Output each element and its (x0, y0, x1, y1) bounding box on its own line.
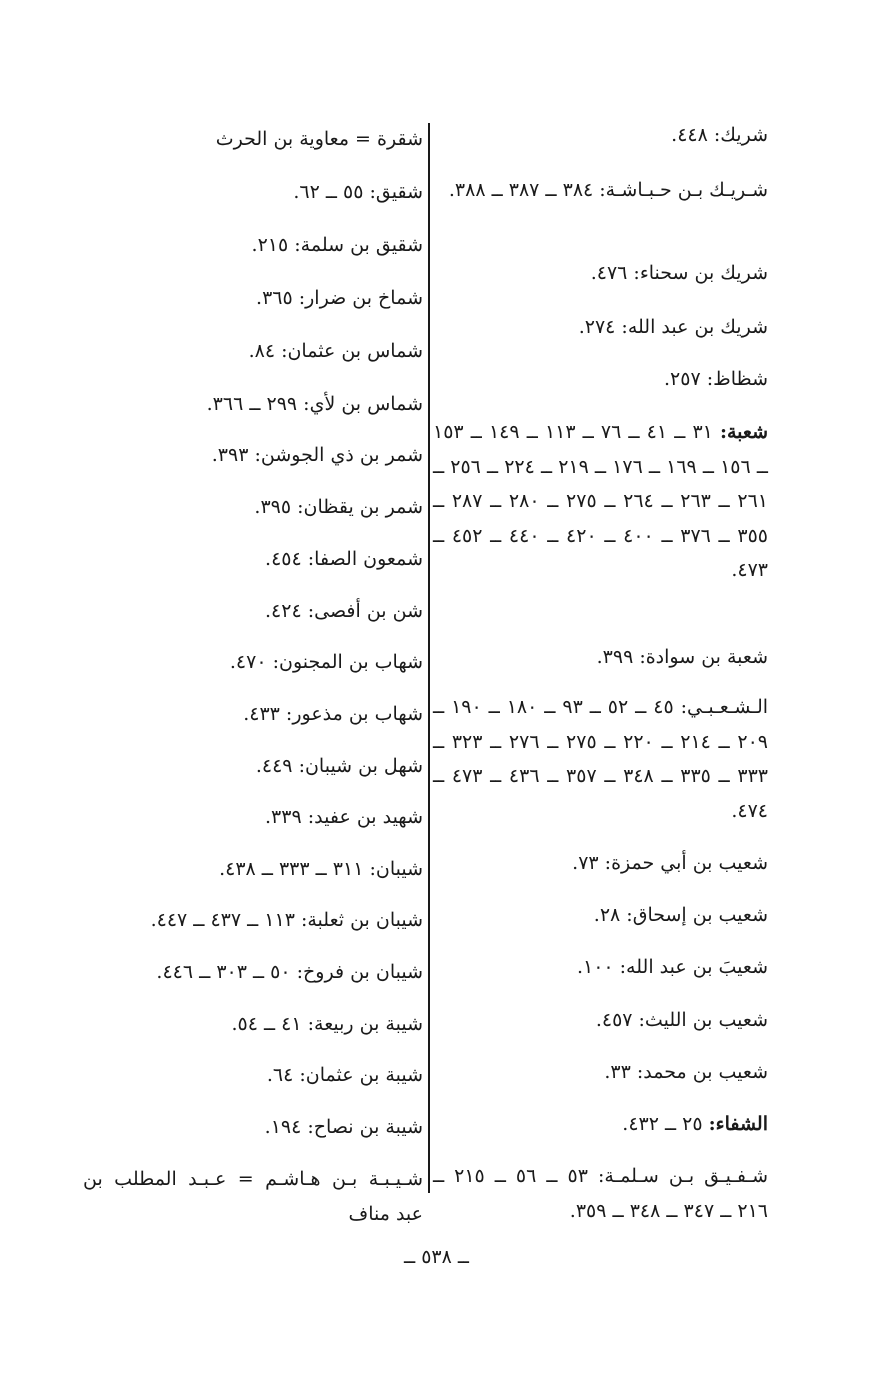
entry-page-refs: ٤٧٠. (229, 651, 267, 673)
entry-name: الشفاء: (708, 1113, 768, 1135)
entry-name: شعيب بن الليث: (638, 1009, 768, 1031)
index-entry (83, 852, 423, 887)
entry-page-refs: ٢١٥. (251, 234, 289, 256)
index-entry (83, 697, 423, 732)
index-entry (83, 1162, 423, 1231)
entry-page-refs: ٤١ ــ ٥٤. (231, 1013, 302, 1035)
index-entry (433, 118, 768, 153)
entry-name: شهاب بن المجنون: (272, 651, 423, 673)
index-entry (83, 122, 423, 157)
entry-name: شهاب بن مذعور: (285, 703, 423, 725)
index-entry (433, 310, 768, 345)
entry-page-refs: ٥٥ ــ ٦٢. (293, 181, 364, 203)
entry-page-refs: ٤٧٦. (590, 262, 628, 284)
index-entry (83, 903, 423, 938)
entry-page-refs: ٤٥٤. (265, 548, 302, 570)
index-entry (83, 800, 423, 835)
entry-page-refs: ٣١١ ــ ٣٣٣ ــ ٤٣٨. (219, 858, 364, 880)
index-entry (83, 542, 423, 577)
entry-name: شقيق بن سلمة: (294, 234, 423, 256)
entry-name: شماس بن عثمان: (281, 340, 423, 362)
index-entry (83, 228, 423, 263)
entry-name: شهل بن شيبان: (298, 755, 423, 777)
index-entry (83, 955, 423, 990)
entry-page-refs: ٣٩٥. (254, 496, 292, 518)
entry-page-refs: ٤٤٩. (255, 755, 293, 777)
entry-name: شريك بن عبد الله: (621, 316, 768, 338)
index-entry (433, 640, 768, 675)
entry-name: شعبة: (719, 421, 768, 443)
entry-page-refs: ٣٨٤ ــ ٣٨٧ ــ ٣٨٨. (448, 179, 594, 201)
entry-page-refs: ٢٧٤. (578, 316, 616, 338)
entry-page-refs: ٦٤. (266, 1064, 294, 1086)
entry-page-refs: ٣٣٩. (265, 806, 302, 828)
entry-page-refs: ٣٣. (604, 1061, 631, 1083)
entry-name: شن بن أفصى: (307, 600, 423, 622)
entry-name: شظاظ: (706, 368, 768, 390)
index-entry (83, 1110, 423, 1145)
index-entry (83, 281, 423, 316)
entry-page-refs: ١٠٠. (576, 956, 614, 978)
entry-name: شمر بن ذي الجوشن: (254, 444, 423, 466)
entry-page-refs: ٣٦٥. (256, 287, 293, 309)
entry-name: شيبان: (369, 858, 423, 880)
entry-name: شماس بن لأي: (303, 393, 423, 415)
entry-name: شعيب بن إسحاق: (626, 904, 768, 926)
entry-name: الـشـعـبـي: (680, 696, 769, 718)
entry-page-refs: ٤٤٨. (671, 124, 708, 146)
index-entry (83, 438, 423, 473)
entry-name: شيبان بن ثعلبة: (300, 909, 423, 931)
index-entry (433, 1159, 768, 1228)
entry-name: شعيبَ بن عبد الله: (619, 956, 768, 978)
entry-name: شريك: (713, 124, 768, 146)
entry-page-refs: ٤٢٤. (264, 600, 302, 622)
entry-page-refs: ٥٠ ــ ٣٠٣ ــ ٤٤٦. (156, 961, 291, 983)
index-entry (433, 415, 768, 588)
index-entry (83, 594, 423, 629)
index-entry (433, 173, 768, 208)
entry-page-refs: ٣٩٩. (596, 646, 634, 668)
index-entry (433, 1107, 768, 1142)
entry-page-refs: ٣٩٣. (211, 444, 249, 466)
entry-name: شـريـك بـن حـبـاشـة: (599, 179, 768, 201)
entry-page-refs: ٧٣. (572, 852, 599, 874)
index-entry (83, 645, 423, 680)
entry-name: شريك بن سحناء: (633, 262, 768, 284)
entry-name: شقرة = معاوية بن الحرث (215, 128, 423, 150)
index-entry (433, 362, 768, 397)
page-number: ــ ٥٣٨ ــ (404, 1246, 469, 1268)
entry-page-refs: ٢٥ ــ ٤٣٢. (622, 1113, 703, 1135)
index-entry (433, 950, 768, 985)
index-entry (433, 690, 768, 828)
entry-name: شـيـبـة بـن هـاشـم = عـبـد المطلب بن عبد مناف (83, 1168, 423, 1225)
index-entry (433, 1003, 768, 1038)
entry-page-refs: ٨٤. (248, 340, 276, 362)
entry-page-refs: ٤٥ ــ ٥٢ ــ ٩٣ ــ ١٨٠ ــ ١٩٠ ــ ٢٠٩ ــ ٢١٤ ــ ٢٢٠ ــ ٢٧٥ ــ ٢٧٦ ــ ٣٢٣ ــ ٣٣٣ ــ ٣٣٥ ــ ٣٤٨ ــ ٣٥٧ ــ ٤٣٦ ــ ٤٧٣ ــ ٤٧٤. (433, 696, 768, 822)
entry-name: شيبة بن عثمان: (299, 1064, 423, 1086)
index-entry (83, 490, 423, 525)
entry-name: شهيد بن عفيد: (307, 806, 423, 828)
entry-name: شيبة بن ربيعة: (307, 1013, 423, 1035)
index-entry (83, 334, 423, 369)
index-entry (83, 1007, 423, 1042)
entry-page-refs: ١٩٤. (264, 1116, 302, 1138)
entry-name: شعبة بن سوادة: (639, 646, 768, 668)
entry-page-refs: ٣١ ــ ٤١ ــ ٧٦ ــ ١١٣ ــ ١٤٩ ــ ١٥٣ ــ ١٥٦ ــ ١٦٩ ــ ١٧٦ ــ ٢١٩ ــ ٢٢٤ ــ ٢٥٦ ــ ٢٦١ ــ ٢٦٣ ــ ٢٦٤ ــ ٢٧٥ ــ ٢٨٠ ــ ٢٨٧ ــ ٣٥٥ ــ ٣٧٦ ــ ٤٠٠ ــ ٤٢٠ ــ ٤٤٠ ــ ٤٥٢ ــ ٤٧٣. (433, 421, 768, 581)
index-entry (83, 1058, 423, 1093)
column-divider (428, 123, 430, 1193)
entry-name: شماخ بن ضرار: (298, 287, 423, 309)
entry-page-refs: ٢٩٩ ــ ٣٦٦. (206, 393, 298, 415)
entry-page-refs: ٢٨. (593, 904, 621, 926)
index-entry (433, 898, 768, 933)
entry-page-refs: ٢٥٧. (664, 368, 701, 390)
index-entry (433, 1055, 768, 1090)
index-entry (433, 256, 768, 291)
entry-name: شيبة بن نصاح: (307, 1116, 423, 1138)
entry-page-refs: ٤٣٣. (243, 703, 280, 725)
entry-name: شيبان بن فروخ: (296, 961, 423, 983)
entry-page-refs: ٥٣ ــ ٥٦ ــ ٢١٥ ــ ٢١٦ ــ ٣٤٧ ــ ٣٤٨ ــ ٣٥٩. (433, 1165, 768, 1222)
entry-page-refs: ٤٥٧. (595, 1009, 633, 1031)
index-entry (83, 749, 423, 784)
entry-name: شعيب بن أبي حمزة: (604, 852, 768, 874)
entry-name: شمر بن يقظان: (297, 496, 423, 518)
entry-name: شعيب بن محمد: (636, 1061, 768, 1083)
index-entry (83, 387, 423, 422)
entry-name: شقيق: (369, 181, 423, 203)
entry-page-refs: ١١٣ ــ ٤٣٧ ــ ٤٤٧. (150, 909, 295, 931)
entry-name: شمعون الصفا: (307, 548, 423, 570)
entry-name: شـفـيـق بـن سـلمـة: (597, 1165, 768, 1187)
index-entry (83, 175, 423, 210)
index-entry (433, 846, 768, 881)
